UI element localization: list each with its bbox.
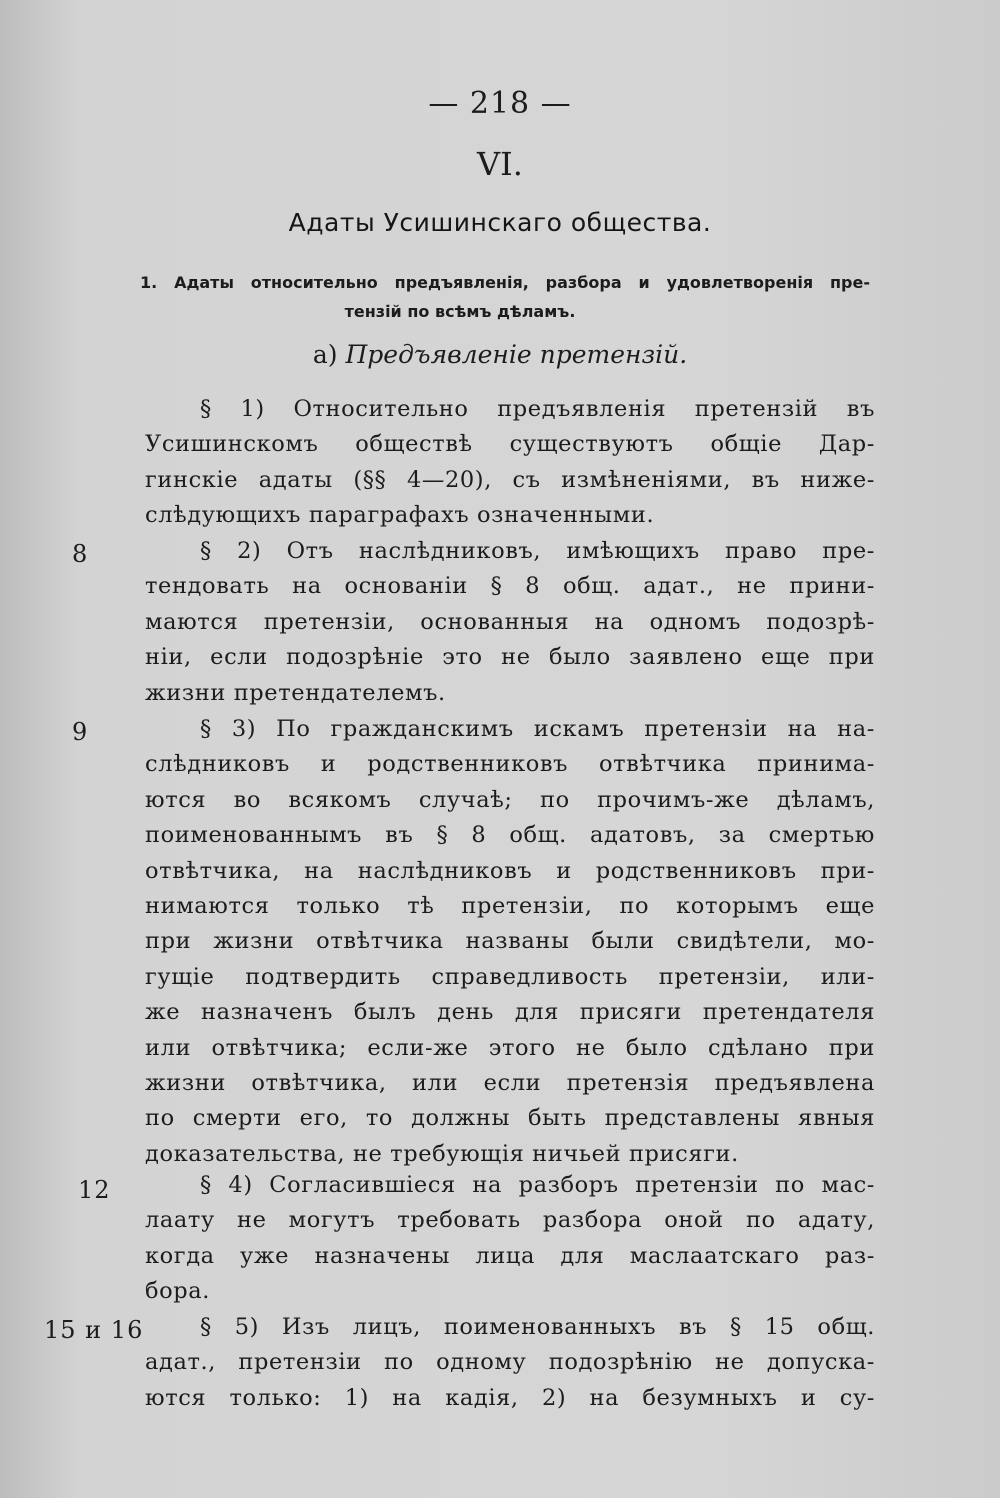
text-line: же назначенъ былъ день для присяги претендателя (145, 999, 875, 1026)
text-line: жизни претендателемъ. (145, 679, 446, 706)
margin-reference: 8 (72, 540, 89, 568)
margin-reference: 12 (78, 1176, 111, 1204)
paragraph-2 (145, 534, 875, 711)
subheading-line: 1. Адаты относительно предъявленія, разбора и удовлетворенія пре- (140, 273, 870, 292)
text-line: бора. (145, 1278, 211, 1305)
paragraph-4 (145, 1168, 875, 1310)
text-line: § 2) Отъ наслѣдниковъ, имѣющихъ право пре- (200, 538, 875, 564)
text-line: лаату не могутъ требовать разбора оной по адату, (145, 1207, 875, 1234)
paragraph-3 (145, 712, 875, 1172)
text-line: Усишинскомъ обществѣ существуютъ общіе Дар- (145, 431, 875, 458)
text-line: гущіе подтвердить справедливость претензіи, или- (145, 963, 875, 990)
text-line: или отвѣтчика; если-же этого не было сдѣлано при (145, 1034, 875, 1061)
text-line: ніи, если подозрѣніе это не было заявлено еще при (145, 644, 875, 671)
text-line: жизни отвѣтчика, или если претензія предъявлена (145, 1070, 875, 1097)
subheading (140, 268, 870, 326)
text-line: маются претензіи, основанныя на одномъ подозрѣ- (145, 608, 875, 635)
text-line: слѣдниковъ и родственниковъ отвѣтчика принима- (145, 751, 875, 778)
margin-reference: 9 (72, 718, 89, 746)
text-line: § 4) Согласившіеся на разборъ претензіи по мас- (200, 1172, 875, 1198)
text-line: доказательства, не требующія ничьей присяги. (145, 1140, 739, 1167)
text-line: ются только: 1) на кадія, 2) на безумныхъ и су- (145, 1384, 875, 1411)
text-line: когда уже назначены лица для маслаатскаго раз- (145, 1242, 875, 1269)
subsection-heading (0, 340, 1000, 369)
text-line: по смерти его, то должны быть представлены явныя (145, 1105, 875, 1132)
text-line: тендовать на основаніи § 8 общ. адат., не прини- (145, 573, 875, 600)
margin-reference: 15 и 16 (44, 1316, 144, 1344)
paragraph-1 (145, 392, 875, 534)
text-line: слѣдующихъ параграфахъ означенными. (145, 502, 655, 529)
text-line: поименованнымъ въ § 8 общ. адатовъ, за смертью (145, 822, 875, 849)
text-line: отвѣтчика, на наслѣдниковъ и родственниковъ при- (145, 857, 875, 884)
text-line: § 3) По гражданскимъ искамъ претензіи на на- (200, 716, 875, 742)
text-line: при жизни отвѣтчика названы были свидѣтели, мо- (145, 928, 875, 955)
subsection-title: Предъявленіе претензій. (345, 340, 688, 369)
page-number: — 218 — (428, 86, 572, 121)
text-line: адат., претензіи по одному подозрѣнію не допуска- (145, 1349, 875, 1376)
text-line: ются во всякомъ случаѣ; по прочимъ-же дѣламъ, (145, 786, 875, 813)
text-line: гинскіе адаты (§§ 4—20), съ измѣненіями, въ ниже- (145, 466, 875, 493)
text-line: нимаются только тѣ претензіи, по которымъ еще (145, 893, 875, 920)
chapter-title: Адаты Усишинскаго общества. (288, 208, 712, 237)
paragraph-5 (145, 1310, 875, 1416)
text-line: § 5) Изъ лицъ, поименованныхъ въ § 15 общ. (200, 1314, 875, 1340)
subsection-letter: а) (312, 340, 338, 369)
section-numeral: VI. (477, 145, 523, 183)
subheading-line: тензій по всѣмъ дѣламъ. (344, 302, 576, 321)
text-line: § 1) Относительно предъявленія претензій въ (200, 396, 875, 422)
